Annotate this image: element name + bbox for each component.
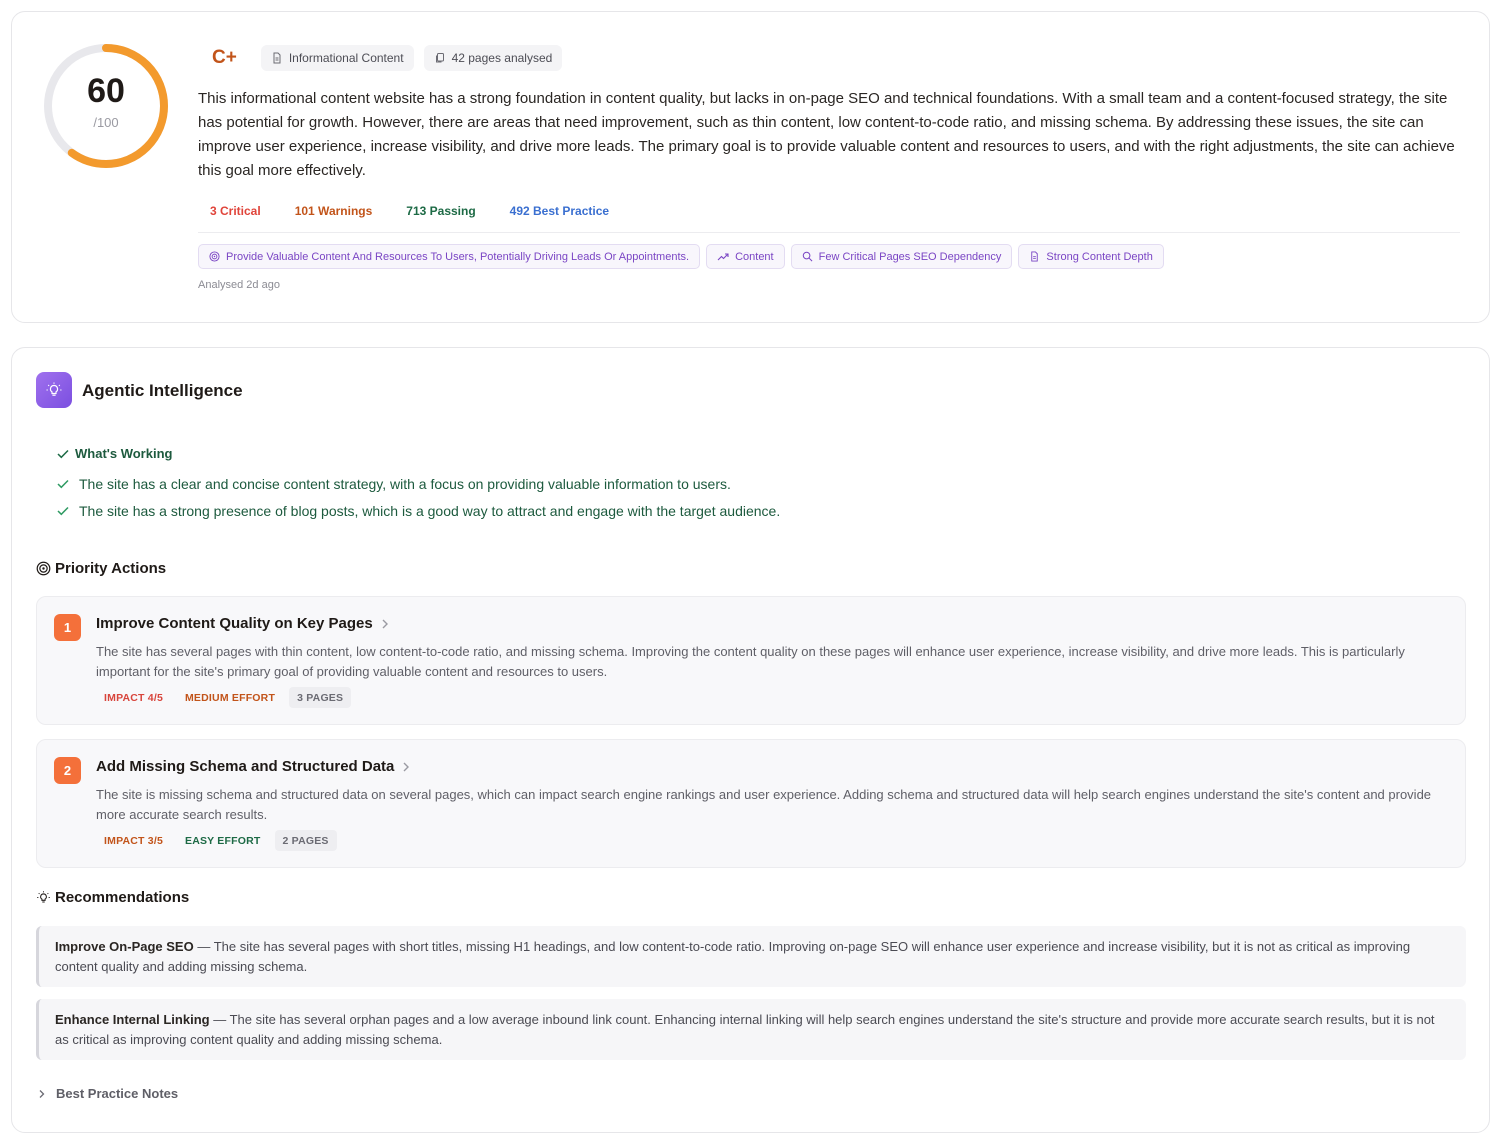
analysed-timestamp: Analysed 2d ago xyxy=(198,279,280,291)
tag-goal xyxy=(198,244,700,269)
document-icon xyxy=(1029,251,1040,262)
content-type-label: Informational Content xyxy=(288,51,404,65)
action-description: The site has several pages with thin content, low content-to-code ratio, and missing schema. Improving the content quality on these pages will enhance user experience, increase visibility, and drive more leads. This is particularly important for the site's primary goal of providing valuable content and resources to users. xyxy=(96,644,1405,679)
tag-dependency-label: Few Critical Pages SEO Dependency xyxy=(818,250,1002,263)
score-card xyxy=(11,11,1490,323)
site-summary: This informational content website has a strong foundation in content quality, but lacks in on-page SEO and technical foundations. With a small team and a content-focused strategy, the site has potential for growth. However, there are areas that need improvement, such as thin content, low content-to-code ratio, and missing schema. By addressing these issues, the site can improve user experience, increase visibility, and drive more leads. The primary goal is to provide valuable content and resources to users, and with the right adjustments, the site can achieve this goal more effectively. xyxy=(198,90,1455,179)
working-item-text: The site has a strong presence of blog posts, which is a good way to attract and engage with the target audience. xyxy=(79,503,781,519)
pages-badge[interactable]: 2 PAGES xyxy=(275,830,337,851)
recommendation-text: The site has several orphan pages and a low average inbound link count. Enhancing internal linking will help search engines understand the site's structure and provide more accurate search results, but it is not as critical as improving content quality and adding missing schema. xyxy=(55,1012,1435,1047)
tag-depth-label: Strong Content Depth xyxy=(1046,250,1153,263)
warnings-count[interactable]: 101 Warnings xyxy=(294,204,373,218)
lightbulb-icon xyxy=(36,890,51,905)
check-icon xyxy=(57,449,69,459)
tag-content-label: Content xyxy=(735,250,774,263)
effort-badge: MEDIUM EFFORT xyxy=(184,691,276,704)
action-title[interactable] xyxy=(96,615,389,632)
priority-actions-label: Priority Actions xyxy=(55,560,167,577)
score-value: 60 xyxy=(87,72,125,110)
search-icon xyxy=(802,251,813,262)
working-item-text: The site has a clear and concise content strategy, with a focus on providing valuable information to users. xyxy=(79,476,731,492)
target-icon xyxy=(209,251,220,262)
effort-badge: EASY EFFORT xyxy=(184,834,261,847)
action-badges xyxy=(96,830,343,851)
tag-dependency xyxy=(791,244,1013,269)
whats-working-heading xyxy=(57,446,172,461)
recommendation-text: The site has several pages with short titles, missing H1 headings, and low content-to-code ratio. Improving on-page SEO will enhance user experience and increase visibility, but it is not as critical as improving content quality and adding missing schema. xyxy=(55,939,1411,974)
whats-working-label: What's Working xyxy=(75,446,173,461)
divider xyxy=(198,232,1460,233)
lightbulb-badge xyxy=(36,372,72,408)
impact-badge: IMPACT 4/5 xyxy=(104,691,163,704)
pages-badge[interactable]: 3 PAGES xyxy=(289,687,351,708)
pages-icon xyxy=(434,52,446,64)
chevron-right-icon xyxy=(38,1089,46,1099)
priority-action-card[interactable] xyxy=(36,596,1466,725)
agentic-intelligence-card xyxy=(11,347,1490,1133)
action-number: 2 xyxy=(54,757,81,784)
recommendation-item xyxy=(36,999,1466,1060)
action-title[interactable] xyxy=(96,758,410,775)
trending-up-icon xyxy=(717,252,729,262)
content-type-chip xyxy=(261,45,414,71)
tag-goal-label: Provide Valuable Content And Resources To Users, Potentially Driving Leads Or Appointments. xyxy=(226,250,690,263)
tag-content xyxy=(706,244,785,269)
working-item xyxy=(57,476,731,492)
working-item xyxy=(57,503,780,519)
recommendation-separator: — xyxy=(209,1012,230,1027)
check-icon xyxy=(57,479,69,489)
lightbulb-icon xyxy=(45,381,63,399)
best-practice-count[interactable]: 492 Best Practice xyxy=(509,204,610,218)
priority-action-card[interactable] xyxy=(36,739,1466,868)
score-denominator: /100 xyxy=(93,115,119,130)
chevron-right-icon[interactable] xyxy=(381,618,389,630)
priority-actions-heading xyxy=(36,560,166,577)
pages-analysed-chip xyxy=(424,45,563,71)
action-badges xyxy=(96,687,357,708)
recommendation-title: Enhance Internal Linking xyxy=(55,1012,210,1027)
agentic-intelligence-title: Agentic Intelligence xyxy=(82,381,243,400)
check-icon xyxy=(57,506,69,516)
issue-stats xyxy=(210,204,643,218)
best-practice-notes-toggle[interactable] xyxy=(38,1086,178,1101)
recommendations-label: Recommendations xyxy=(55,889,190,906)
recommendation-item xyxy=(36,926,1466,987)
score-ring xyxy=(42,42,170,170)
chevron-right-icon[interactable] xyxy=(402,761,410,773)
insight-tags xyxy=(198,244,1170,269)
recommendations-heading xyxy=(36,889,189,906)
action-description: The site is missing schema and structured data on several pages, which can impact search engine rankings and user experience. Adding schema and structured data will help search engines understand the site's content and provide more accurate search results. xyxy=(96,787,1432,822)
document-icon xyxy=(271,52,283,64)
pages-analysed-label: 42 pages analysed xyxy=(451,51,553,65)
passing-count[interactable]: 713 Passing xyxy=(406,204,476,218)
impact-badge: IMPACT 3/5 xyxy=(104,834,163,847)
target-icon xyxy=(36,561,51,576)
action-number: 1 xyxy=(54,614,81,641)
action-title-text: Add Missing Schema and Structured Data xyxy=(96,758,395,775)
grade-label: C+ xyxy=(212,47,237,68)
recommendation-title: Improve On-Page SEO xyxy=(55,939,194,954)
recommendation-separator: — xyxy=(193,939,214,954)
best-practice-notes-label: Best Practice Notes xyxy=(56,1086,179,1101)
score-header xyxy=(198,45,572,71)
action-title-text: Improve Content Quality on Key Pages xyxy=(96,615,373,632)
critical-count[interactable]: 3 Critical xyxy=(210,204,261,218)
tag-depth xyxy=(1018,244,1163,269)
